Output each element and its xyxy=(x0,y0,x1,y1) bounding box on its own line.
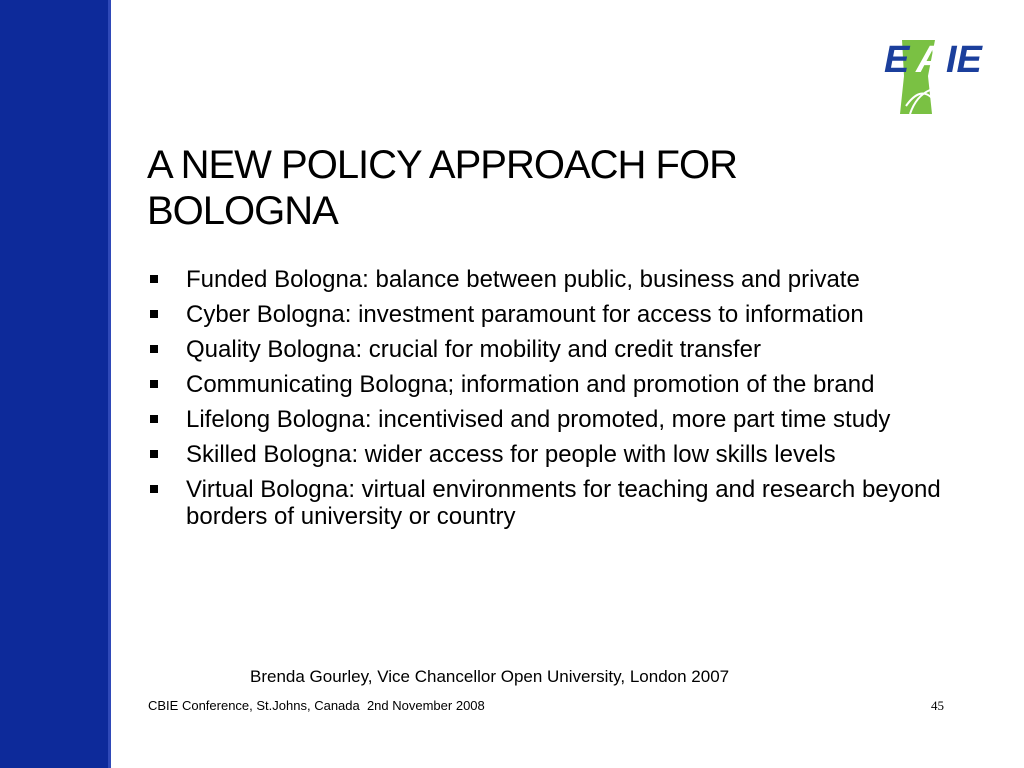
bullet-list xyxy=(150,266,950,538)
bullet-item-virtual xyxy=(150,476,950,530)
bullet-text: : incentivised and promoted, more part time study xyxy=(364,406,891,433)
bullet-item-skilled xyxy=(150,441,950,468)
bullet-square-icon xyxy=(150,450,158,458)
bullet-term: Funded Bologna: xyxy=(186,266,369,293)
bullet-term: Cyber Bologna xyxy=(186,301,345,328)
logo-letter-e: E xyxy=(884,39,910,81)
bullet-item-lifelong xyxy=(150,406,950,433)
bullet-text: : crucial for mobility and credit transfer xyxy=(355,336,761,363)
bullet-square-icon xyxy=(150,380,158,388)
page-number: 45 xyxy=(931,698,944,713)
bullet-term: Virtual Bologna xyxy=(186,476,349,503)
bullet-square-icon xyxy=(150,310,158,318)
bullet-item-quality xyxy=(150,336,950,363)
logo-letter-ie: IE xyxy=(946,39,982,81)
bullet-item-funded xyxy=(150,266,950,293)
bullet-square-icon xyxy=(150,275,158,283)
bullet-item-cyber xyxy=(150,301,950,328)
bullet-item-communicating xyxy=(150,371,950,398)
bullet-text: ; information and promotion of the brand xyxy=(447,371,875,398)
bullet-term: Quality Bologna xyxy=(186,336,356,363)
slide-title: A NEW POLICY APPROACH FOR BOLOGNA xyxy=(147,143,737,233)
bullet-term: Lifelong Bologna xyxy=(186,406,365,433)
bullet-square-icon xyxy=(150,415,158,423)
side-band xyxy=(0,0,111,768)
bullet-text: : wider access for people with low skills levels xyxy=(351,441,836,468)
bullet-term: Communicating Bologna xyxy=(186,371,448,398)
footer-text: CBIE Conference, St.Johns, Canada 2nd November 2008 xyxy=(148,698,485,713)
eaie-logo xyxy=(880,36,990,116)
bullet-term: Skilled Bologna xyxy=(186,441,352,468)
bullet-square-icon xyxy=(150,485,158,493)
bullet-text: : virtual environments for teaching and research beyond borders of university or country xyxy=(186,476,941,530)
logo-letter-a: A xyxy=(916,39,944,81)
quote-attribution: Brenda Gourley, Vice Chancellor Open University, London 2007 xyxy=(250,667,730,686)
bullet-text: : investment paramount for access to information xyxy=(344,301,864,328)
bullet-text: balance between public, business and private xyxy=(368,266,860,293)
bullet-square-icon xyxy=(150,345,158,353)
